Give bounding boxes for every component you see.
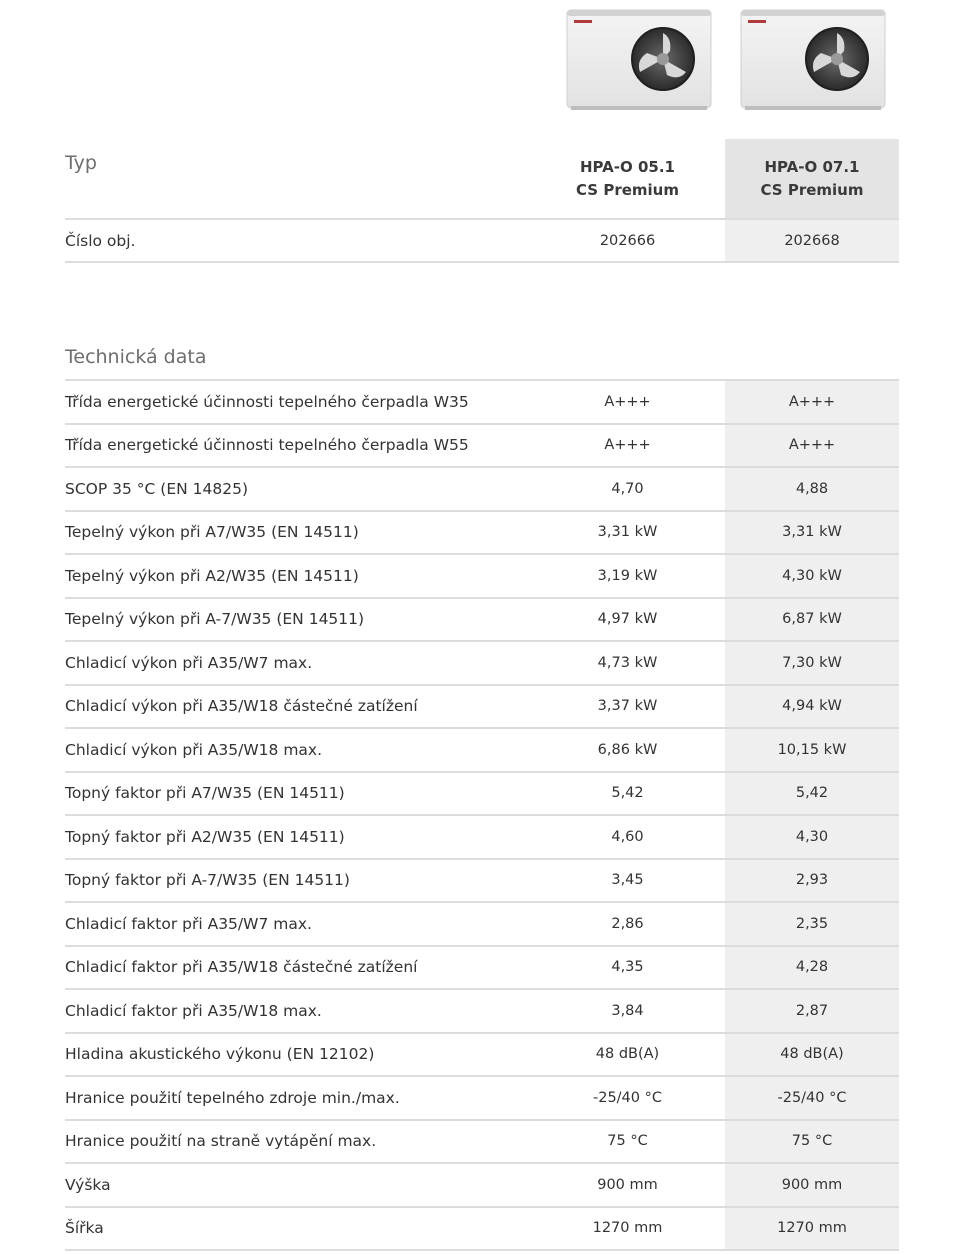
spec-label: Chladicí výkon při A35/W18 max. [65,728,530,772]
technical-data-table [65,379,899,1251]
model-2-name [725,139,899,219]
spec-value-model-2: 48 dB(A) [725,1033,899,1077]
spec-value-model-1: A+++ [530,424,725,468]
table-row [65,772,899,816]
table-row [65,1120,899,1164]
spec-label: Chladicí výkon při A35/W7 max. [65,641,530,685]
spec-label: Hladina akustického výkonu (EN 12102) [65,1033,530,1077]
spec-value-model-1: 1270 mm [530,1207,725,1251]
spec-label: Chladicí faktor při A35/W18 částečné zatížení [65,946,530,990]
spec-value-model-1: 4,35 [530,946,725,990]
spec-value-model-2: 2,87 [725,989,899,1033]
spec-label: Tepelný výkon při A2/W35 (EN 14511) [65,554,530,598]
table-row [65,1163,899,1207]
spec-value-model-2: 2,93 [725,859,899,903]
product-images [0,0,976,140]
spec-label: Výška [65,1163,530,1207]
spec-value-model-1: 5,42 [530,772,725,816]
spec-value-model-1: 4,73 kW [530,641,725,685]
model-1-name [530,139,725,219]
spec-value-model-1: 4,70 [530,467,725,511]
spec-label: Třída energetické účinnosti tepelného čerpadla W55 [65,424,530,468]
spec-value-model-2: 4,30 kW [725,554,899,598]
table-row [65,989,899,1033]
spec-label: Hranice použití na straně vytápění max. [65,1120,530,1164]
spec-value-model-1: 6,86 kW [530,728,725,772]
spec-value-model-1: 3,31 kW [530,511,725,555]
spec-value-model-2: 10,15 kW [725,728,899,772]
spec-value-model-1: -25/40 °C [530,1076,725,1120]
table-row [65,902,899,946]
spec-label: Tepelný výkon při A7/W35 (EN 14511) [65,511,530,555]
table-row [65,424,899,468]
spec-value-model-1: 4,97 kW [530,598,725,642]
spec-value-model-1: 4,60 [530,815,725,859]
spec-value-model-2: A+++ [725,424,899,468]
type-row [65,139,899,219]
spec-label: Tepelný výkon při A-7/W35 (EN 14511) [65,598,530,642]
spec-value-model-2: 6,87 kW [725,598,899,642]
spec-value-model-2: 900 mm [725,1163,899,1207]
spec-label: Topný faktor při A7/W35 (EN 14511) [65,772,530,816]
table-row [65,467,899,511]
spec-label: SCOP 35 °C (EN 14825) [65,467,530,511]
spec-label: Chladicí faktor při A35/W7 max. [65,902,530,946]
order-number-row [65,219,899,262]
table-row [65,641,899,685]
spec-label: Chladicí faktor při A35/W18 max. [65,989,530,1033]
spec-label: Třída energetické účinnosti tepelného čerpadla W35 [65,380,530,424]
spec-value-model-1: 48 dB(A) [530,1033,725,1077]
table-row [65,946,899,990]
spec-value-model-2: 4,30 [725,815,899,859]
heat-pump-unit-icon [740,8,886,112]
order-number-value-1: 202666 [530,219,725,262]
spec-value-model-1: 3,45 [530,859,725,903]
spec-value-model-2: 7,30 kW [725,641,899,685]
table-row [65,554,899,598]
spec-value-model-2: 5,42 [725,772,899,816]
table-row [65,598,899,642]
spec-value-model-1: 3,84 [530,989,725,1033]
order-number-label: Číslo obj. [65,219,530,262]
spec-label: Topný faktor při A2/W35 (EN 14511) [65,815,530,859]
heat-pump-unit-icon [566,8,712,112]
table-row [65,685,899,729]
model-1-line2: CS Premium [576,180,679,199]
table-row [65,728,899,772]
table-row [65,1033,899,1077]
spec-value-model-1: 2,86 [530,902,725,946]
table-row [65,511,899,555]
model-1-line1: HPA-O 05.1 [580,157,675,176]
table-row [65,859,899,903]
spec-value-model-2: 2,35 [725,902,899,946]
spec-value-model-2: -25/40 °C [725,1076,899,1120]
spec-value-model-2: 3,31 kW [725,511,899,555]
spec-value-model-2: 4,94 kW [725,685,899,729]
table-row [65,1207,899,1251]
spec-value-model-2: 4,88 [725,467,899,511]
table-row [65,815,899,859]
technical-data-heading: Technická data [65,346,207,368]
table-row [65,1076,899,1120]
spec-label: Šířka [65,1207,530,1251]
product-type-table [65,139,899,263]
spec-value-model-2: 75 °C [725,1120,899,1164]
spec-value-model-2: A+++ [725,380,899,424]
spec-value-model-2: 4,28 [725,946,899,990]
spec-value-model-2: 1270 mm [725,1207,899,1251]
spec-value-model-1: 900 mm [530,1163,725,1207]
spec-label: Chladicí výkon při A35/W18 částečné zatížení [65,685,530,729]
order-number-value-2: 202668 [725,219,899,262]
spec-label: Hranice použití tepelného zdroje min./max. [65,1076,530,1120]
table-row [65,380,899,424]
spec-label: Topný faktor při A-7/W35 (EN 14511) [65,859,530,903]
spec-value-model-1: A+++ [530,380,725,424]
spec-value-model-1: 75 °C [530,1120,725,1164]
type-label: Typ [65,139,530,219]
model-2-line1: HPA-O 07.1 [764,157,860,176]
spec-value-model-1: 3,19 kW [530,554,725,598]
model-2-line2: CS Premium [760,180,864,199]
spec-value-model-1: 3,37 kW [530,685,725,729]
